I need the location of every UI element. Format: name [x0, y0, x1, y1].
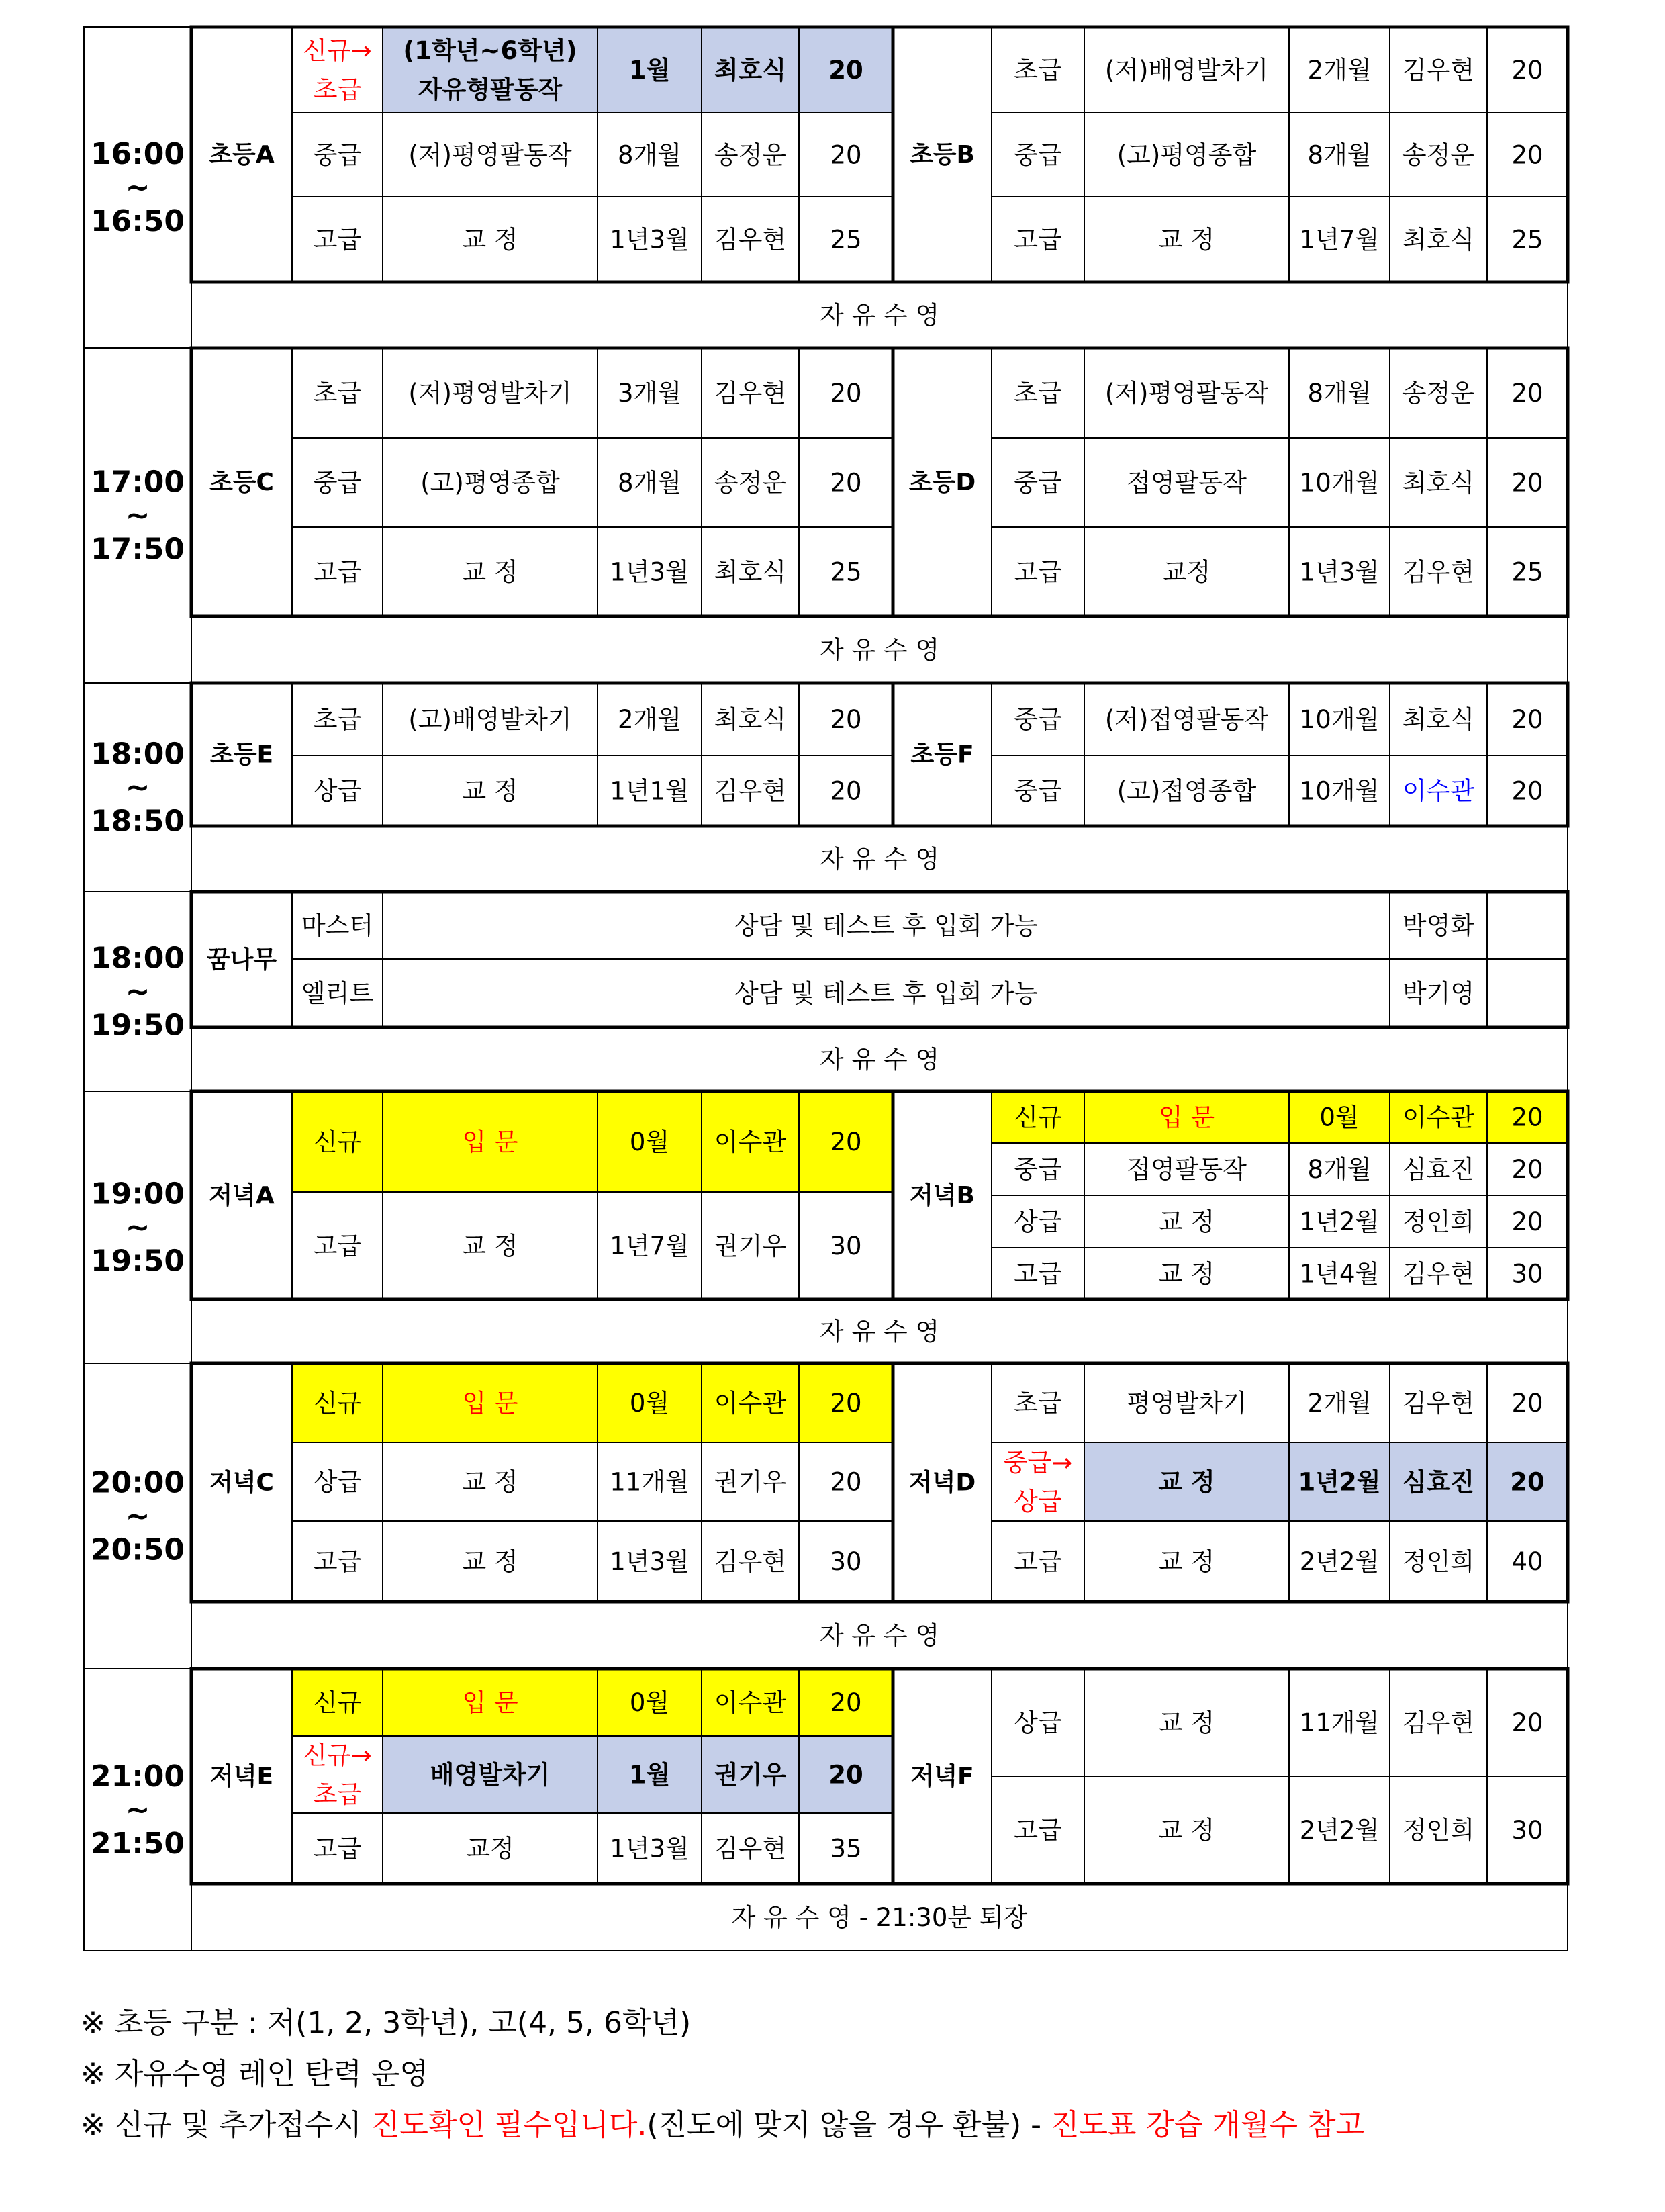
months-cell: 1년3월: [610, 225, 689, 254]
group-name: 저녁A: [209, 1181, 275, 1209]
months-cell: 1년3월: [610, 557, 689, 586]
months-cell: 2년2월: [1299, 1815, 1380, 1845]
capacity-cell: 35: [830, 1834, 862, 1863]
months-cell: 1년1월: [610, 776, 689, 805]
capacity-cell: 20: [1510, 1467, 1545, 1496]
months-cell: 1월: [628, 1760, 671, 1789]
months-cell: 1년4월: [1299, 1259, 1380, 1288]
group-name: 저녁F: [910, 1762, 974, 1790]
teacher-cell: 최호식: [1402, 704, 1475, 734]
months-cell: 11개월: [1299, 1708, 1380, 1737]
months-cell: 1년7월: [1299, 225, 1380, 254]
teacher-cell: 이수관: [714, 1388, 787, 1418]
time-range: 18:00 ~ 19:50: [90, 941, 185, 1042]
group-name: 저녁B: [910, 1181, 975, 1209]
course-cell: 교 정: [1158, 1708, 1215, 1737]
teacher-cell: 김우현: [714, 1547, 787, 1576]
teacher-cell: 심효진: [1402, 1467, 1475, 1496]
months-cell: 1년2월: [1298, 1467, 1381, 1496]
months-cell: 8개월: [1307, 140, 1372, 169]
level-cell: 상급: [313, 776, 362, 805]
capacity-cell: 20: [1511, 1708, 1543, 1737]
note-text: ※ 초등 구분 : 저(1, 2, 3학년), 고(4, 5, 6학년): [81, 2006, 692, 2040]
group-name: 초등D: [908, 468, 976, 496]
level-cell: 신규→ 초급: [303, 1741, 372, 1808]
note-text: ※ 신규 및 추가접수시: [81, 2108, 371, 2142]
level-cell: 고급: [313, 1834, 362, 1863]
free-swim-row: 자 유 수 영: [819, 1045, 940, 1074]
capacity-cell: 20: [830, 1127, 862, 1156]
notes: [81, 1998, 1625, 2151]
course-cell: 배영발차기: [430, 1760, 551, 1789]
capacity-cell: 20: [828, 1760, 863, 1789]
capacity-cell: 25: [1511, 557, 1543, 586]
level-cell: 중급: [1014, 1154, 1062, 1184]
months-cell: 0월: [629, 1388, 670, 1418]
teacher-cell: 이수관: [714, 1688, 787, 1717]
teacher-cell: 최호식: [1402, 225, 1475, 254]
level-cell: 중급: [1014, 704, 1062, 734]
level-cell: 신규→ 초급: [303, 36, 372, 104]
course-cell: (고)평영종합: [1116, 140, 1257, 169]
group-name: 초등A: [209, 140, 275, 169]
level-cell: 상급: [1014, 1207, 1062, 1236]
level-cell: 초급: [1014, 378, 1062, 408]
level-cell: 중급→ 상급: [1003, 1448, 1073, 1516]
time-range: 20:00 ~ 20:50: [90, 1465, 185, 1567]
course-cell: 교 정: [462, 1231, 518, 1260]
teacher-cell: 송정운: [1402, 378, 1475, 408]
teacher-cell: 이수관: [1402, 1103, 1475, 1132]
capacity-cell: 20: [1511, 704, 1543, 734]
level-cell: 신규: [1014, 1103, 1062, 1132]
level-cell: 고급: [1014, 1547, 1062, 1576]
level-cell: 중급: [1014, 140, 1062, 169]
months-cell: 1년3월: [610, 1834, 689, 1863]
teacher-cell: 권기우: [714, 1467, 787, 1496]
capacity-cell: 20: [1511, 1103, 1543, 1132]
course-cell: (저)평영발차기: [408, 378, 572, 408]
course-cell: 교 정: [1158, 1547, 1215, 1576]
course-cell: 교 정: [1158, 1259, 1215, 1288]
group-name: 초등E: [209, 741, 274, 768]
months-cell: 2개월: [1307, 55, 1372, 85]
teacher-cell: 김우현: [714, 225, 787, 254]
group-name: 저녁D: [908, 1469, 976, 1496]
capacity-cell: 20: [1511, 140, 1543, 169]
months-cell: 8개월: [1307, 378, 1372, 408]
level-cell: 고급: [1014, 225, 1062, 254]
teacher-cell: 박기영: [1402, 978, 1475, 1008]
capacity-cell: 20: [828, 55, 863, 85]
capacity-cell: 20: [830, 378, 862, 408]
group-name: 초등C: [209, 468, 274, 496]
course-cell: 교 정: [1158, 1815, 1215, 1845]
months-cell: 1년3월: [1299, 557, 1380, 586]
level-cell: 중급: [313, 468, 362, 497]
course-cell: 교 정: [462, 1547, 518, 1576]
group-name: 초등F: [910, 741, 974, 768]
capacity-cell: 30: [830, 1547, 862, 1576]
months-cell: 8개월: [1307, 1154, 1372, 1184]
time-range: 18:00 ~ 18:50: [90, 737, 185, 838]
level-cell: 고급: [313, 225, 362, 254]
level-cell: 초급: [1014, 1388, 1062, 1418]
capacity-cell: 30: [830, 1231, 862, 1260]
level-cell: 고급: [1014, 1815, 1062, 1845]
months-cell: 2년2월: [1299, 1547, 1380, 1576]
months-cell: 8개월: [617, 140, 682, 169]
group-name: 초등B: [910, 140, 975, 169]
teacher-cell: 김우현: [1402, 557, 1475, 586]
months-cell: 0월: [1319, 1103, 1360, 1132]
capacity-cell: 20: [830, 468, 862, 497]
course-cell: (저)평영팔동작: [408, 140, 572, 169]
level-cell: 고급: [1014, 1259, 1062, 1288]
course-cell: 교 정: [1158, 1467, 1215, 1496]
course-cell: (1학년~6학년) 자유형팔동작: [403, 36, 577, 104]
note-highlight: 진도표 강습 개월수 참고: [1051, 2108, 1365, 2142]
capacity-cell: 40: [1511, 1547, 1543, 1576]
teacher-cell: 김우현: [1402, 55, 1475, 85]
months-cell: 1월: [628, 55, 671, 85]
teacher-cell: 이수관: [1402, 776, 1475, 805]
teacher-cell: 송정운: [714, 468, 787, 497]
free-swim-row: 자 유 수 영 - 21:30분 퇴장: [731, 1902, 1028, 1932]
course-cell: (고)접영종합: [1116, 776, 1257, 805]
teacher-cell: 이수관: [714, 1127, 787, 1156]
course-cell: 교 정: [462, 776, 518, 805]
months-cell: 11개월: [610, 1467, 689, 1496]
teacher-cell: 최호식: [714, 557, 787, 586]
months-cell: 0월: [629, 1127, 670, 1156]
course-cell: (저)배영발차기: [1104, 55, 1269, 85]
teacher-cell: 권기우: [714, 1231, 787, 1260]
capacity-cell: 30: [1511, 1259, 1543, 1288]
level-cell: 고급: [313, 1547, 362, 1576]
teacher-cell: 최호식: [714, 704, 787, 734]
teacher-cell: 송정운: [714, 140, 787, 169]
time-range: 19:00 ~ 19:50: [90, 1177, 185, 1278]
teacher-cell: 김우현: [714, 776, 787, 805]
level-cell: 고급: [313, 1231, 362, 1260]
level-cell: 신규: [313, 1127, 362, 1156]
capacity-cell: 20: [1511, 1207, 1543, 1236]
months-cell: 8개월: [617, 468, 682, 497]
teacher-cell: 김우현: [1402, 1259, 1475, 1288]
teacher-cell: 최호식: [1402, 468, 1475, 497]
teacher-cell: 정인희: [1402, 1207, 1475, 1236]
level-cell: 상급: [1014, 1708, 1062, 1737]
level-cell: 마스터: [301, 911, 374, 940]
level-cell: 상급: [313, 1467, 362, 1496]
months-cell: 0월: [629, 1688, 670, 1717]
capacity-cell: 20: [1511, 378, 1543, 408]
course-cell: 교 정: [1158, 1207, 1215, 1236]
free-swim-row: 자 유 수 영: [819, 300, 940, 330]
course-cell: (저)평영팔동작: [1104, 378, 1269, 408]
course-cell: 교 정: [462, 1467, 518, 1496]
capacity-cell: 20: [1511, 776, 1543, 805]
course-cell: 입 문: [462, 1127, 518, 1156]
months-cell: 3개월: [617, 378, 682, 408]
teacher-cell: 박영화: [1402, 911, 1475, 940]
note-text: ※ 자유수영 레인 탄력 운영: [81, 2057, 428, 2091]
months-cell: 1년2월: [1299, 1207, 1380, 1236]
capacity-cell: 30: [1511, 1815, 1543, 1845]
time-range: 16:00 ~ 16:50: [90, 136, 185, 238]
teacher-cell: 김우현: [714, 378, 787, 408]
free-swim-row: 자 유 수 영: [819, 844, 940, 874]
course-cell: 교정: [466, 1834, 514, 1863]
months-cell: 10개월: [1299, 468, 1380, 497]
group-name: 저녁C: [209, 1469, 274, 1496]
capacity-cell: 25: [830, 557, 862, 586]
months-cell: 10개월: [1299, 776, 1380, 805]
months-cell: 1년3월: [610, 1547, 689, 1576]
note-3: [81, 2100, 1625, 2151]
teacher-cell: 김우현: [714, 1834, 787, 1863]
capacity-cell: 20: [830, 140, 862, 169]
teacher-cell: 심효진: [1402, 1154, 1475, 1184]
note-1: [81, 1998, 1625, 2049]
level-cell: 중급: [1014, 776, 1062, 805]
capacity-cell: 20: [830, 1467, 862, 1496]
level-cell: 초급: [313, 704, 362, 734]
capacity-cell: 25: [1511, 225, 1543, 254]
course-cell: 교 정: [462, 557, 518, 586]
course-cell: 접영팔동작: [1127, 1154, 1247, 1184]
time-range: 21:00 ~ 21:50: [90, 1759, 185, 1861]
note-text: (진도에 맞지 않을 경우 환불) -: [647, 2108, 1051, 2142]
capacity-cell: 20: [1511, 55, 1543, 85]
months-cell: 2개월: [1307, 1388, 1372, 1418]
course-cell: 접영팔동작: [1127, 468, 1247, 497]
teacher-cell: 정인희: [1402, 1547, 1475, 1576]
capacity-cell: 20: [830, 776, 862, 805]
note-highlight: 진도확인 필수입니다.: [371, 2108, 647, 2142]
teacher-cell: 송정운: [1402, 140, 1475, 169]
capacity-cell: 25: [830, 225, 862, 254]
level-cell: 고급: [313, 557, 362, 586]
free-swim-row: 자 유 수 영: [819, 1317, 940, 1346]
capacity-cell: 20: [1511, 468, 1543, 497]
course-cell: (고)배영발차기: [408, 704, 572, 734]
capacity-cell: 20: [1511, 1388, 1543, 1418]
level-cell: 초급: [313, 378, 362, 408]
free-swim-row: 자 유 수 영: [819, 1620, 940, 1650]
group-name: 저녁E: [209, 1762, 274, 1790]
teacher-cell: 김우현: [1402, 1708, 1475, 1737]
highlight-row: [992, 1091, 1568, 1143]
course-cell: 교정: [1162, 557, 1211, 586]
capacity-cell: 20: [830, 1688, 862, 1717]
capacity-cell: 20: [1511, 1154, 1543, 1184]
time-range: 17:00 ~ 17:50: [90, 465, 185, 566]
course-cell: 교 정: [462, 225, 518, 254]
course-cell: 입 문: [462, 1388, 518, 1418]
teacher-cell: 권기우: [714, 1760, 787, 1789]
course-cell: (고)평영종합: [420, 468, 560, 497]
level-cell: 신규: [313, 1388, 362, 1418]
teacher-cell: 정인희: [1402, 1815, 1475, 1845]
free-swim-row: 자 유 수 영: [819, 635, 940, 664]
level-cell: 고급: [1014, 557, 1062, 586]
group-name: 꿈나무: [206, 946, 277, 974]
months-cell: 10개월: [1299, 704, 1380, 734]
course-cell: 교 정: [1158, 225, 1215, 254]
info-text: 상담 및 테스트 후 입회 가능: [734, 978, 1038, 1008]
course-cell: 평영발차기: [1127, 1388, 1247, 1418]
teacher-cell: 김우현: [1402, 1388, 1475, 1418]
course-cell: 입 문: [1158, 1103, 1215, 1132]
course-cell: 입 문: [462, 1688, 518, 1717]
teacher-cell: 최호식: [714, 55, 787, 85]
capacity-cell: 20: [830, 1388, 862, 1418]
level-cell: 중급: [313, 140, 362, 169]
months-cell: 1년7월: [610, 1231, 689, 1260]
capacity-cell: 20: [830, 704, 862, 734]
course-cell: (저)접영팔동작: [1104, 704, 1269, 734]
level-cell: 엘리트: [301, 978, 374, 1008]
level-cell: 초급: [1014, 55, 1062, 85]
months-cell: 2개월: [617, 704, 682, 734]
info-text: 상담 및 테스트 후 입회 가능: [734, 911, 1038, 940]
level-cell: 중급: [1014, 468, 1062, 497]
level-cell: 신규: [313, 1688, 362, 1717]
note-2: [81, 2049, 1625, 2100]
